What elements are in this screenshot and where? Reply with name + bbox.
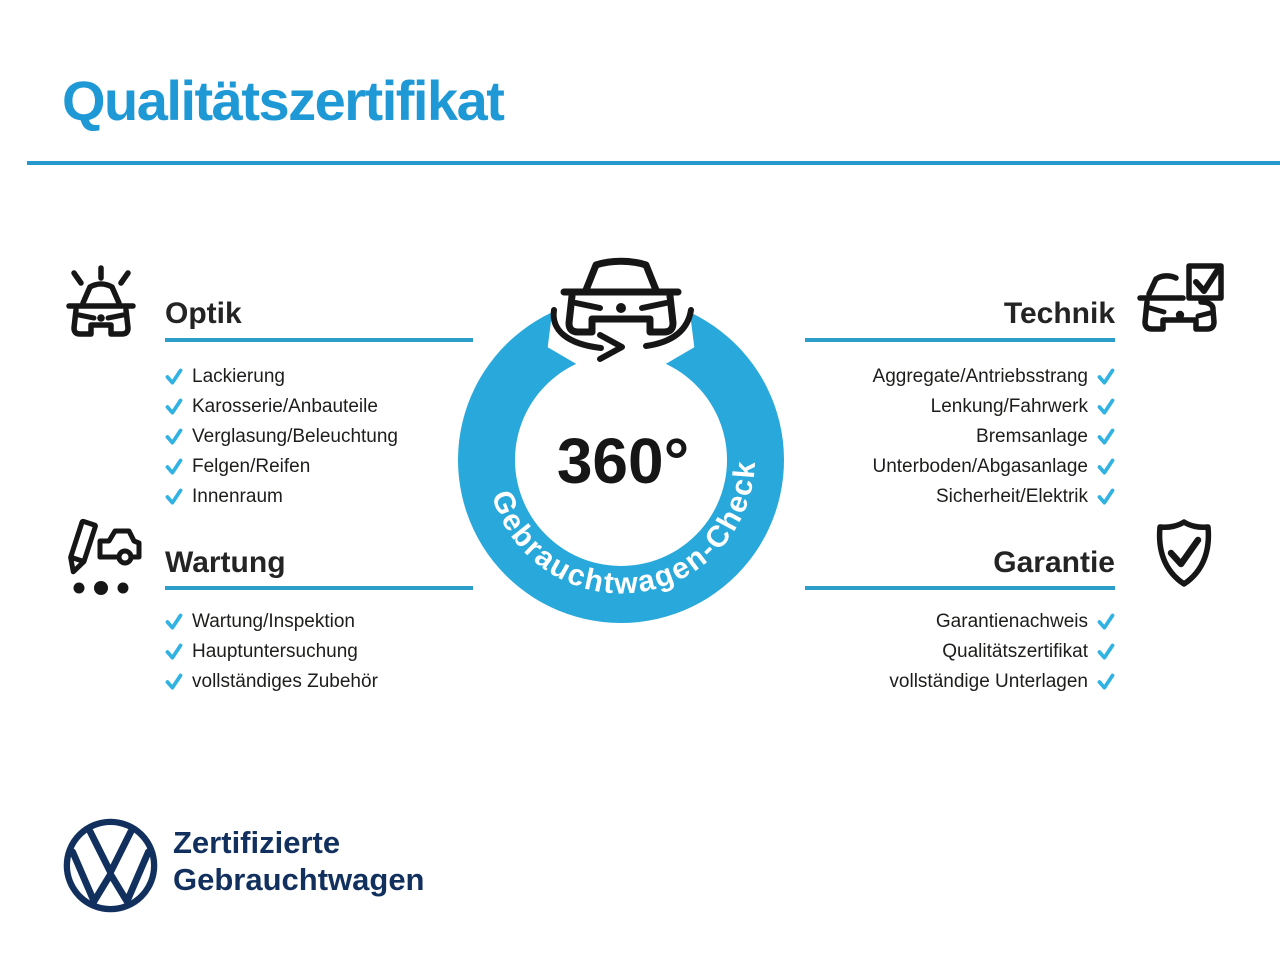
check-icon (1097, 673, 1115, 691)
section-title-garantie: Garantie (993, 546, 1115, 579)
checklist-item: Hauptuntersuchung (165, 637, 378, 667)
check-icon (1097, 458, 1115, 476)
checklist-item: Felgen/Reifen (165, 452, 398, 482)
footer-brand-line1: Zertifizierte (173, 825, 341, 860)
check-icon (165, 613, 183, 631)
checklist-item: Sicherheit/Elektrik (872, 482, 1115, 512)
checklist-item: Lenkung/Fahrwerk (872, 392, 1115, 422)
shiny-car-icon (57, 262, 145, 350)
check-icon (165, 458, 183, 476)
footer-brand-text (173, 824, 425, 898)
checklist-item: vollständiges Zubehör (165, 667, 378, 697)
wartung-checklist (165, 607, 378, 697)
check-icon (165, 643, 183, 661)
checklist-item: vollständige Unterlagen (889, 667, 1115, 697)
badge-value: 360° (556, 425, 690, 497)
checklist-item: Innenraum (165, 482, 398, 512)
check-icon (165, 673, 183, 691)
footer-brand-line2: Gebrauchtwagen (173, 862, 425, 897)
section-divider-garantie (805, 586, 1115, 590)
section-title-optik: Optik (165, 297, 242, 330)
check-icon (1097, 398, 1115, 416)
service-checklist-icon (57, 512, 145, 600)
car-checkbox-icon (1133, 260, 1225, 352)
check-icon (1097, 428, 1115, 446)
checklist-item: Garantienachweis (889, 607, 1115, 637)
check-icon (1097, 488, 1115, 506)
checklist-item: Verglasung/Beleuchtung (165, 422, 398, 452)
section-divider-optik (165, 338, 473, 342)
section-divider-wartung (165, 586, 473, 590)
check-icon (165, 488, 183, 506)
checklist-item: Aggregate/Antriebsstrang (872, 362, 1115, 392)
checklist-item: Bremsanlage (872, 422, 1115, 452)
check-icon (165, 398, 183, 416)
checklist-item: Lackierung (165, 362, 398, 392)
badge-ring-label-text: Gebrauchtwagen-Check (484, 458, 763, 601)
checklist-item: Unterboden/Abgasanlage (872, 452, 1115, 482)
garantie-checklist (889, 607, 1115, 697)
checklist-item: Qualitätszertifikat (889, 637, 1115, 667)
title-divider (27, 161, 1280, 165)
checklist-item: Wartung/Inspektion (165, 607, 378, 637)
section-divider-technik (805, 338, 1115, 342)
shield-check-icon (1150, 518, 1218, 598)
page-title: Qualitätszertifikat (62, 69, 504, 132)
section-title-technik: Technik (1003, 297, 1115, 330)
check-icon (1097, 613, 1115, 631)
360-check-badge (453, 252, 793, 637)
vw-logo (62, 817, 159, 914)
check-icon (165, 428, 183, 446)
check-icon (1097, 643, 1115, 661)
technik-checklist (872, 362, 1115, 512)
section-title-wartung: Wartung (165, 546, 286, 579)
checklist-item: Karosserie/Anbauteile (165, 392, 398, 422)
optik-checklist (165, 362, 398, 512)
check-icon (165, 368, 183, 386)
check-icon (1097, 368, 1115, 386)
